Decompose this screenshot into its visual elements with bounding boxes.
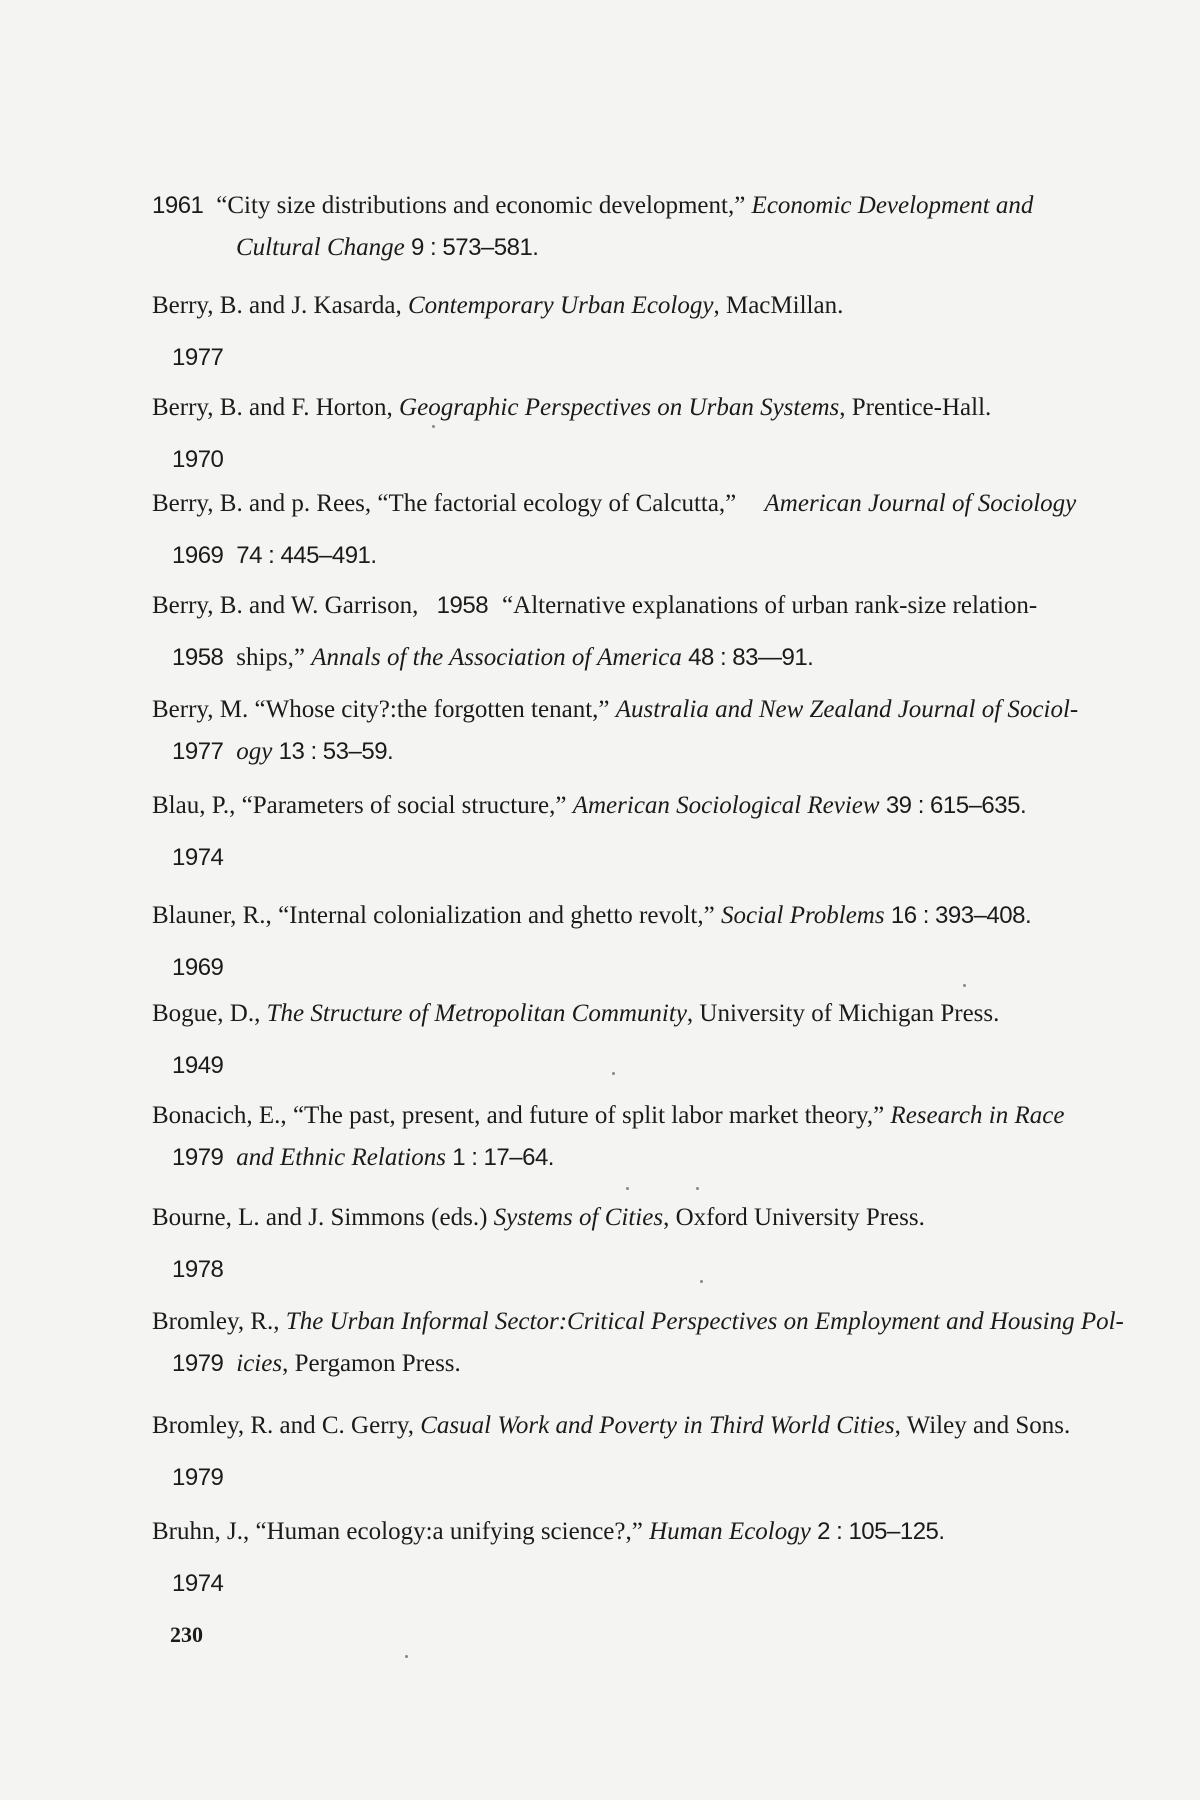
- reference-journal: American Sociological Review: [572, 792, 880, 819]
- reference-year: 1979: [172, 1464, 224, 1491]
- reference-year: 1958: [172, 644, 224, 671]
- reference-book-title: Contemporary Urban Ecology: [407, 292, 714, 319]
- reference-journal: Cultural Change: [236, 234, 405, 261]
- reference-title: ships,”: [236, 644, 312, 671]
- reference-line: [152, 900, 1042, 932]
- reference-line: [152, 694, 1079, 726]
- reference-line: [172, 642, 1042, 674]
- reference-volume-pages: 2 : 105–125.: [817, 1518, 945, 1545]
- reference-year: 1977: [172, 738, 224, 765]
- reference-journal: Australia and New Zealand Journal of Sociol-: [615, 696, 1079, 723]
- reference-journal: Research in Race: [890, 1102, 1065, 1129]
- reference-volume-pages: 13 : 53–59.: [278, 738, 394, 765]
- reference-line: [152, 998, 1042, 1030]
- reference-line: [172, 540, 1042, 572]
- reference-journal: Social Problems: [720, 902, 885, 929]
- reference-journal: Economic Development and: [751, 192, 1034, 219]
- reference-line: [152, 190, 1042, 222]
- reference-line: [172, 1462, 1042, 1494]
- reference-journal: American Journal of Sociology: [764, 490, 1077, 517]
- reference-volume-pages: 9 : 573–581.: [411, 234, 539, 261]
- reference-author: Bromley, R. and C. Gerry,: [152, 1412, 421, 1439]
- reference-year: 1949: [172, 1052, 224, 1079]
- reference-line: [172, 842, 1042, 874]
- reference-line: [152, 1516, 1042, 1548]
- reference-line: [172, 1348, 1042, 1380]
- reference-line: [172, 1254, 1042, 1286]
- reference-line: [172, 1568, 1042, 1600]
- reference-volume-pages: 16 : 393–408.: [890, 902, 1032, 929]
- reference-volume-pages: 1 : 17–64.: [452, 1144, 554, 1171]
- reference-book-title: icies: [236, 1350, 283, 1377]
- reference-author: Bourne, L. and J. Simmons (eds.): [152, 1204, 494, 1231]
- reference-year: 1969: [172, 954, 224, 981]
- reference-author: Bonacich, E.,: [152, 1102, 293, 1129]
- reference-line: [152, 1100, 1065, 1132]
- reference-author: Bruhn, J.,: [152, 1518, 256, 1545]
- reference-title: “Human ecology:a unifying science?,”: [255, 1518, 650, 1545]
- reference-author: Berry, B. and W. Garrison,: [152, 592, 425, 619]
- reference-line: [152, 1306, 1124, 1338]
- reference-year: 1970: [172, 446, 224, 473]
- reference-title: “Internal colonialization and ghetto revolt,”: [278, 902, 721, 929]
- reference-title: “Parameters of social structure,”: [241, 792, 573, 819]
- reference-author: Blau, P.,: [152, 792, 242, 819]
- reference-line: [236, 232, 1106, 264]
- reference-publisher: , MacMillan.: [713, 292, 844, 319]
- reference-year-inline: 1958: [436, 592, 489, 619]
- reference-line: [152, 790, 1042, 822]
- reference-volume-pages: 74 : 445–491.: [236, 542, 377, 569]
- reference-author: Bromley, R.,: [152, 1308, 286, 1335]
- reference-year: 1974: [172, 1570, 224, 1597]
- reference-author: Blauner, R.,: [152, 902, 279, 929]
- reference-line: [172, 1050, 1042, 1082]
- reference-line: [172, 736, 1042, 768]
- scan-speck: [405, 1655, 408, 1658]
- reference-book-title: Geographic Perspectives on Urban Systems: [399, 394, 840, 421]
- scan-speck: [626, 1187, 629, 1190]
- scan-speck: [963, 984, 966, 987]
- reference-line: [172, 444, 1042, 476]
- reference-year: 1978: [172, 1256, 224, 1283]
- reference-book-title: The Structure of Metropolitan Community: [266, 1000, 687, 1027]
- reference-title: “The factorial ecology of Calcutta,”: [377, 490, 743, 517]
- reference-line: [152, 1202, 1042, 1234]
- reference-title: “The past, present, and future of split labor market theory,”: [292, 1102, 891, 1129]
- reference-title: “Whose city?:the forgotten tenant,”: [254, 696, 616, 723]
- scan-speck: [696, 1187, 699, 1190]
- reference-book-title: Casual Work and Poverty in Third World Cities: [420, 1412, 895, 1439]
- reference-book-title: Systems of Cities: [493, 1204, 664, 1231]
- reference-volume-pages: 48 : 83—91.: [688, 644, 814, 671]
- reference-line: [172, 342, 1042, 374]
- reference-line: [152, 1410, 1071, 1442]
- scan-speck: [612, 1072, 615, 1075]
- reference-author: Berry, M.: [152, 696, 255, 723]
- reference-year: 1974: [172, 844, 224, 871]
- reference-line: [172, 952, 1042, 984]
- reference-year: 1969: [172, 542, 224, 569]
- reference-publisher: , Prentice-Hall.: [839, 394, 992, 421]
- reference-line: [172, 1142, 1042, 1174]
- page-number: 230: [170, 1622, 203, 1647]
- reference-journal: ogy: [236, 738, 273, 765]
- reference-journal: Human Ecology: [649, 1518, 811, 1545]
- reference-publisher: , University of Michigan Press.: [686, 1000, 1000, 1027]
- reference-book-title: The Urban Informal Sector:Critical Perspectives on Employment and Housing Pol-: [285, 1308, 1124, 1335]
- reference-year: 1979: [172, 1144, 224, 1171]
- reference-line: [152, 290, 1042, 322]
- reference-year: 1979: [172, 1350, 224, 1377]
- reference-title: “Alternative explanations of urban rank-size relation-: [502, 592, 1038, 619]
- reference-publisher: , Pergamon Press.: [282, 1350, 461, 1377]
- reference-author: Bogue, D.,: [152, 1000, 267, 1027]
- reference-publisher: , Oxford University Press.: [663, 1204, 925, 1231]
- reference-volume-pages: 39 : 615–635.: [885, 792, 1027, 819]
- reference-line: [152, 488, 1077, 520]
- scan-speck: [700, 1280, 703, 1283]
- reference-author: Berry, B. and J. Kasarda,: [152, 292, 408, 319]
- reference-author: Berry, B. and p. Rees,: [152, 490, 378, 517]
- reference-author: Berry, B. and F. Horton,: [152, 394, 400, 421]
- reference-year: 1961: [152, 192, 204, 219]
- scan-speck: [432, 425, 435, 428]
- reference-journal: Annals of the Association of America: [311, 644, 682, 671]
- reference-title: “City size distributions and economic development,”: [216, 192, 752, 219]
- reference-journal: and Ethnic Relations: [236, 1144, 446, 1171]
- reference-line: [152, 392, 1042, 424]
- reference-publisher: , Wiley and Sons.: [894, 1412, 1071, 1439]
- reference-year: 1977: [172, 344, 224, 371]
- reference-line: [152, 590, 1042, 622]
